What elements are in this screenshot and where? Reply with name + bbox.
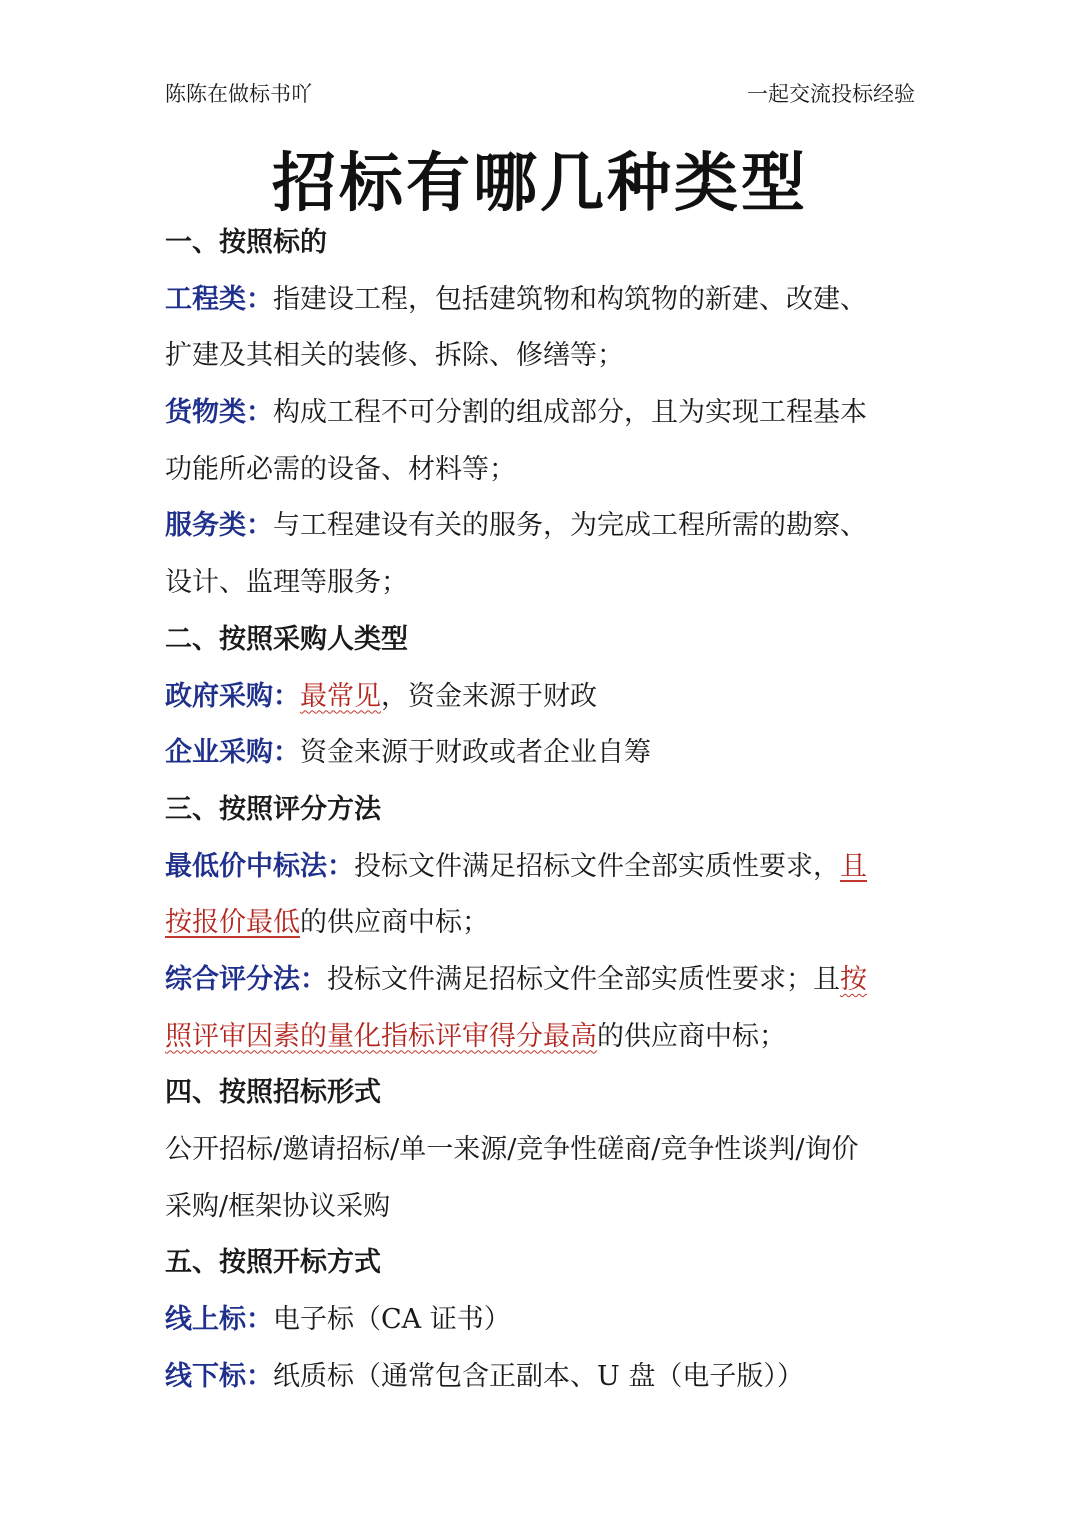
paragraph-huowu-line1 — [165, 385, 925, 442]
paragraph-fuwu-line1 — [165, 498, 925, 555]
term-label-zonghe: 综合评分法： — [165, 963, 327, 995]
page-header — [165, 78, 915, 108]
term-text: ，资金来源于财政 — [381, 680, 597, 712]
term-text: 的供应商中标； — [300, 907, 489, 939]
paragraph-zuidijia-line2 — [165, 895, 925, 952]
paragraph-huowu-line2: 功能所必需的设备、材料等； — [165, 453, 516, 485]
highlight-text: 最常见 — [300, 680, 381, 712]
highlight-text: 且 — [840, 850, 867, 882]
paragraph-zuidijia-line1 — [165, 839, 925, 896]
term-label-fuwu: 服务类： — [165, 510, 273, 542]
page-title: 招标有哪几种类型 — [272, 146, 808, 221]
term-label-zhengfu: 政府采购： — [165, 680, 300, 712]
term-text: 投标文件满足招标文件全部实质性要求；且 — [327, 963, 840, 995]
paragraph-zonghe-line2 — [165, 1009, 925, 1066]
highlight-text: 照评审因素的量化指标评审得分最高 — [165, 1020, 597, 1052]
paragraph-qiye — [165, 725, 925, 782]
term-text: 资金来源于财政或者企业自筹 — [300, 737, 651, 769]
paragraph-gongcheng-line2: 扩建及其相关的装修、拆除、修缮等； — [165, 340, 624, 372]
section-heading-2: 二、按照采购人类型 — [165, 623, 408, 655]
term-label-gongcheng: 工程类： — [165, 283, 273, 315]
paragraph-forms-line2: 采购/框架协议采购 — [165, 1190, 391, 1222]
document-body — [165, 215, 925, 1405]
term-label-zuidijia: 最低价中标法： — [165, 850, 354, 882]
header-slogan: 一起交流投标经验 — [747, 82, 915, 106]
term-label-qiye: 企业采购： — [165, 737, 300, 769]
paragraph-offline — [165, 1349, 925, 1406]
paragraph-gongcheng-line1 — [165, 272, 925, 329]
term-text: 构成工程不可分割的组成部分，且为实现工程基本 — [273, 397, 867, 429]
term-label-online: 线上标： — [165, 1304, 273, 1336]
section-heading-3: 三、按照评分方法 — [165, 793, 381, 825]
term-text: 纸质标（通常包含正副本、U 盘（电子版）） — [273, 1360, 804, 1392]
header-author: 陈陈在做标书吖 — [165, 82, 312, 106]
paragraph-zonghe-line1 — [165, 952, 925, 1009]
paragraph-online — [165, 1292, 925, 1349]
section-heading-4: 四、按照招标形式 — [165, 1077, 381, 1109]
section-heading-1: 一、按照标的 — [165, 227, 327, 258]
term-text: 的供应商中标； — [597, 1020, 786, 1052]
term-text: 与工程建设有关的服务，为完成工程所需的勘察、 — [273, 510, 867, 542]
highlight-text: 按报价最低 — [165, 907, 300, 939]
paragraph-zhengfu — [165, 669, 925, 726]
term-label-huowu: 货物类： — [165, 397, 273, 429]
highlight-text: 按 — [840, 963, 867, 995]
paragraph-forms-line1: 公开招标/邀请招标/单一来源/竞争性磋商/竞争性谈判/询价 — [165, 1134, 859, 1165]
term-label-offline: 线下标： — [165, 1360, 273, 1392]
term-text: 投标文件满足招标文件全部实质性要求， — [354, 850, 840, 882]
paragraph-fuwu-line2: 设计、监理等服务； — [165, 567, 408, 599]
term-text: 指建设工程，包括建筑物和构筑物的新建、改建、 — [273, 283, 867, 315]
term-text: 电子标（CA 证书） — [273, 1304, 511, 1336]
section-heading-5: 五、按照开标方式 — [165, 1247, 381, 1279]
